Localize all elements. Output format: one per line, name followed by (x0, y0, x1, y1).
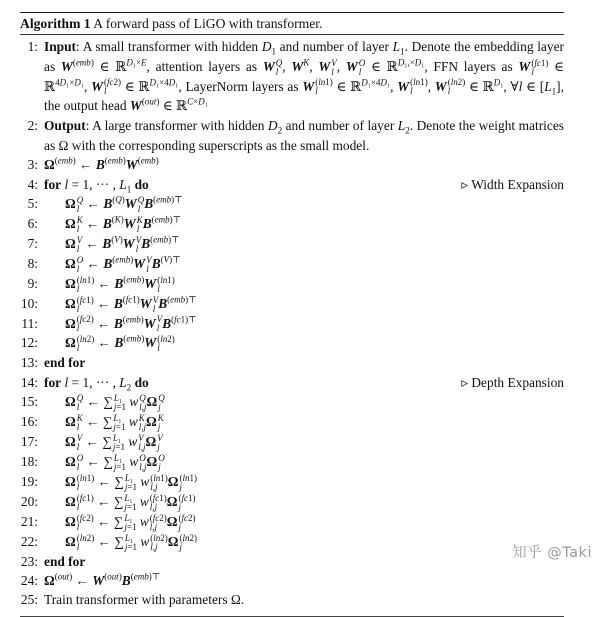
line-number: 4: (27, 176, 38, 192)
line-16: 16: Ω K l ← ∑ L₁ j=1 w K l,j Ω K j (20, 413, 164, 433)
line-4: 4: for l = 1, ··· , $L_1$ do ▹ Width Expansion (20, 175, 564, 194)
line-1 (20, 37, 564, 116)
line-9: 9: Ω (ln1) l ← $B^{(emb)}W$ (ln1) l (27, 274, 175, 294)
comment-depth-expansion: ▹ Depth Expansion (461, 374, 564, 390)
line-20: 20: Ω (fc1) l ← ∑ L₁ j=1 w (fc1) l,j Ω (fc1) j (20, 492, 196, 512)
algorithm-lines (20, 35, 564, 610)
line-15: 15: Ω Q l ← ∑ L₁ j=1 w Q l,j Ω Q j (20, 393, 165, 413)
algorithm-label: Algorithm 1 (20, 16, 91, 31)
line-14: 14: for l = 1, ··· , $L_2$ do ▹ Depth Expansion (20, 374, 564, 393)
line-2 (20, 116, 564, 155)
line-number: 3: (27, 157, 38, 173)
line-21: 21: Ω (fc2) l ← ∑ L₁ j=1 w (fc2) l,j Ω (fc2) j (20, 512, 196, 532)
input-description: Input: A small transformer with hidden $D_1$ and number of layer $L_1$. Denote the embedding layer as $W^{(emb)}$ ∈ ℝ$^{D_1\times E}$, attention layers as W Q l , $W^K$, W V l , W O l ∈ ℝ$^{D_1,\times D_1}$, FFN layers as W (fc1) l ∈ ℝ$^{4D_1\times D_1}$, W (fc2) l ∈ ℝ$^{D_1\times 4D_1}$, LayerNorm layers as W (ln1) l ∈ ℝ$^{D_1\times 4D_1}$, W (ln1) l , W (ln2) l ∈ ℝ$^{D_1}$, ∀l ∈ $[L_1]$, the output head $W^{(out)}$ ∈ ℝ$^{C\times D_1}$ (44, 39, 564, 114)
line-7: 7: Ω V l ← $B^{(V)}W$ V l $B^{(emb)⊤}$ (27, 234, 180, 254)
line-18: 18: Ω O l ← ∑ L₁ j=1 w O l,j Ω O j (20, 452, 165, 472)
keyword-input: Input (44, 39, 77, 54)
algorithm-caption (20, 13, 564, 34)
line-8: 8: Ω O l ← $B^{(emb)}W$ V l $B^{(V)⊤}$ (27, 254, 181, 274)
train-statement: Train transformer with parameters Ω. (44, 592, 245, 608)
algorithm-block (20, 12, 564, 617)
line-23: 23: end for (20, 553, 86, 569)
line-24: 24: $\Omega^{(out)}$ ← $W^{(out)}B^{(emb)⊤}$ (20, 571, 161, 588)
line-13: 13: end for (20, 355, 86, 371)
comment-width-expansion: ▹ Width Expansion (461, 176, 564, 192)
line-22: 22: Ω (ln2) l ← ∑ L₁ j=1 w (ln2) l,j Ω (ln2) j (20, 532, 198, 552)
line-5: 5: Ω Q l ← $B^{(Q)}W$ Q l $B^{(emb)⊤}$ (27, 194, 183, 214)
algorithm-caption-text: A forward pass of LiGO with transformer. (93, 16, 323, 31)
output-description: Output: A large transformer with hidden $D_2$ and number of layer $L_2$. Denote the weight matrices as Ω with the corresponding superscripts as the small model. (44, 118, 564, 153)
line-19: 19: Ω (ln1) l ← ∑ L₁ j=1 w (ln1) l,j Ω (ln1) j (20, 472, 198, 492)
line-3: 3: $\Omega^{(emb)}$ ← $B^{(emb)}W^{(emb)}$ (20, 155, 564, 174)
line-number: 1: (27, 39, 38, 54)
line-11: 11: Ω (fc2) l ← $B^{(emb)}W$ V l $B^{(fc1)⊤}$ (21, 314, 197, 334)
watermark: 知乎 @Taki (512, 545, 592, 561)
line-10: 10: Ω (fc1) l ← $B^{(fc1)}W$ V l $B^{(emb)⊤}$ (20, 294, 197, 314)
keyword-output: Output (44, 118, 86, 134)
line-number: 2: (27, 118, 38, 134)
line-12: 12: Ω (ln2) l ← $B^{(emb)}W$ (ln2) l (20, 334, 175, 354)
line-6: 6: Ω K l ← $B^{(K)}W$ K l $B^{(emb)⊤}$ (27, 214, 182, 234)
line-25: 25: Train transformer with parameters Ω. (20, 592, 245, 608)
line-17: 17: Ω V l ← ∑ L₁ j=1 w V l,j Ω V j (20, 432, 163, 452)
